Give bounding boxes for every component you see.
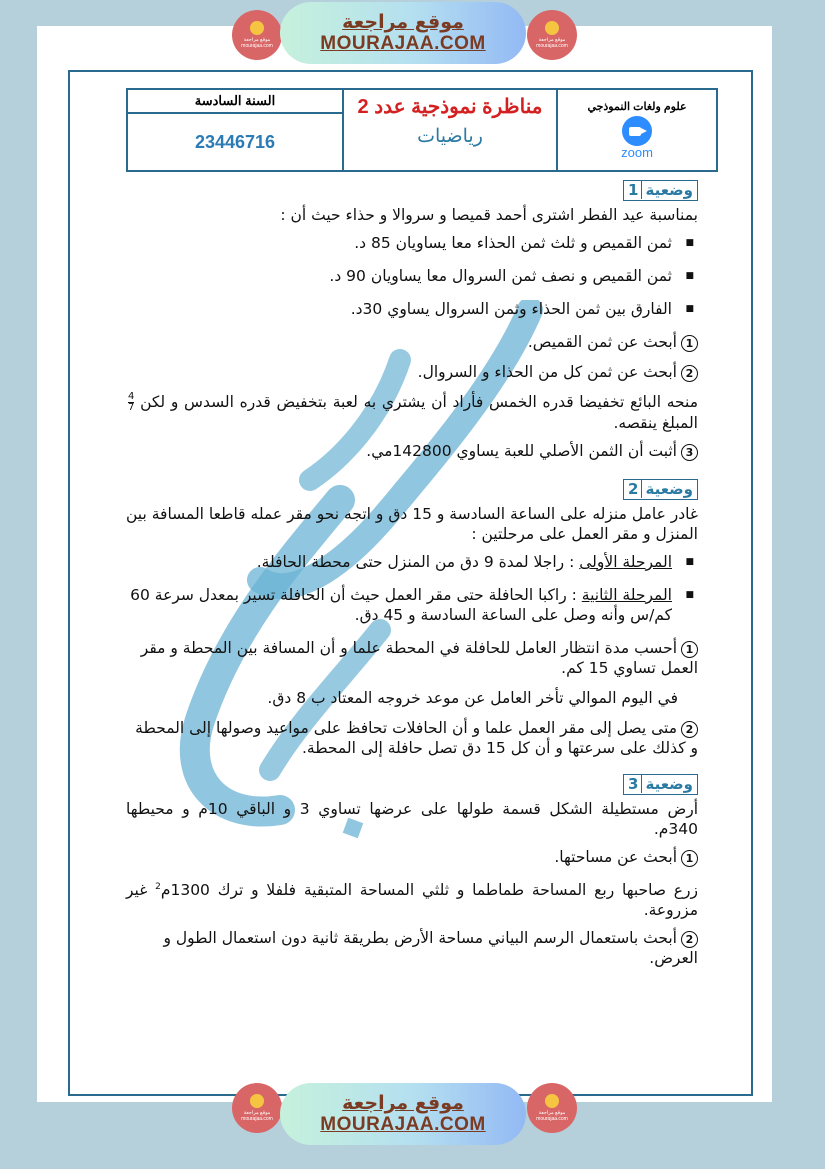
s3-planting-paragraph: زرع صاحبها ربع المساحة طماطما و ثلثي المساحة المتبقية فلفلا و ترك 1300م$^2$ غير مزروعة. bbox=[126, 881, 698, 920]
situation-2-label: وضعية2 bbox=[623, 479, 698, 500]
site-banner-bottom[interactable] bbox=[280, 1083, 526, 1145]
site-banner-top[interactable] bbox=[280, 2, 526, 64]
list-item: ■ الفارق بين ثمن الحذاء وثمن السروال يساوي 30د. bbox=[126, 299, 672, 319]
exam-content bbox=[126, 180, 698, 978]
s2-intro: غادر عامل منزله على الساعة السادسة و 15 دق و اتجه نحو مقر عمله قاطعا المسافة بين المنزل و مقر العمل على مرحلتين : bbox=[126, 505, 699, 543]
situation-3-label: وضعية3 bbox=[623, 774, 698, 795]
s2-note: في اليوم الموالي تأخر العامل عن موعد خروجه المعتاد ب 8 دق. bbox=[267, 689, 678, 707]
list-item: ■ المرحلة الثانية : راكبا الحافلة حتى مقر العمل حيث أن الحافلة تسير بمعدل سرعة 60 كم/س وأنه وصل على الساعة السادسة و 45 دق. bbox=[126, 585, 672, 625]
number-circle-icon: 1 bbox=[681, 335, 698, 352]
site-badge-icon: موقع مراجعة mourajaa.com bbox=[527, 10, 577, 60]
s1-discount-paragraph: منحه البائع تخفيضا قدره الخمس فأراد أن يشتري به لعبة بتخفيض قدره السدس و لكن $\frac{4}{7}$ المبلغ ينقصه. bbox=[128, 391, 698, 432]
situation-1-label: وضعية1 bbox=[623, 180, 698, 201]
number-circle-icon: 1 bbox=[681, 641, 698, 658]
list-item: ■ المرحلة الأولى : راجلا لمدة 9 دق من المنزل حتى محطة الحافلة. bbox=[126, 552, 672, 572]
s3-intro: أرض مستطيلة الشكل قسمة طولها على عرضها تساوي 3 و الباقي 10م و محيطها 340م. bbox=[126, 800, 699, 838]
list-item: ■ ثمن القميص و نصف ثمن السروال معا يساويان 90 د. bbox=[126, 266, 672, 286]
header-title-cell bbox=[344, 90, 558, 170]
phone-number: 23446716 bbox=[194, 131, 276, 152]
s1-question-1: 1أبحث عن ثمن القميص. bbox=[126, 332, 698, 352]
banner-arabic: موقع مراجعة bbox=[342, 1092, 464, 1114]
s1-conditions-list bbox=[126, 233, 698, 319]
banner-latin: MOURAJAA.COM bbox=[320, 33, 486, 54]
number-circle-icon: 3 bbox=[681, 444, 698, 461]
list-item: ■ ثمن القميص و ثلث ثمن الحذاء معا يساويان 85 د. bbox=[126, 233, 672, 253]
number-circle-icon: 2 bbox=[681, 365, 698, 382]
number-circle-icon: 1 bbox=[681, 850, 698, 867]
grade-level: السنة السادسة bbox=[128, 90, 342, 114]
number-circle-icon: 2 bbox=[681, 931, 698, 948]
site-badge-icon: موقع مراجعة mourajaa.com bbox=[232, 1083, 282, 1133]
school-name: علوم ولغات النموذجي bbox=[587, 101, 687, 113]
subject-title: رياضيات bbox=[417, 126, 483, 147]
header-left-cell bbox=[128, 90, 344, 170]
number-circle-icon: 2 bbox=[681, 721, 698, 738]
header-school-cell bbox=[558, 90, 716, 170]
site-badge-icon: موقع مراجعة mourajaa.com bbox=[232, 10, 282, 60]
exam-header bbox=[126, 88, 718, 172]
s2-question-1: 1أحسب مدة انتظار العامل للحافلة في المحطة علما و أن المسافة بين المحطة و مقر العمل تساوي 15 كم. bbox=[140, 639, 698, 677]
fraction: $\frac{4}{7}$ bbox=[128, 391, 135, 413]
s2-question-2: 2متى يصل إلى مقر العمل علما و أن الحافلات تحافظ على مواعيد وصولها إلى المحطة و كذلك على سرعتها و أن كل 15 دق تصل حافلة إلى المحطة. bbox=[135, 719, 698, 757]
site-badge-icon: موقع مراجعة mourajaa.com bbox=[527, 1083, 577, 1133]
s1-intro: بمناسبة عيد الفطر اشترى أحمد قميصا و سروالا و حذاء حيث أن : bbox=[280, 206, 698, 224]
s3-question-1: 1أبحث عن مساحتها. bbox=[126, 847, 698, 867]
banner-arabic: موقع مراجعة bbox=[342, 11, 464, 33]
banner-latin: MOURAJAA.COM bbox=[320, 1114, 486, 1135]
s1-question-2: 2أبحث عن ثمن كل من الحذاء و السروال. bbox=[126, 362, 698, 382]
s3-question-2: 2أبحث باستعمال الرسم البياني مساحة الأرض بطريقة ثانية دون استعمال الطول و العرض. bbox=[163, 929, 698, 968]
zoom-logo-icon: zoom bbox=[558, 116, 716, 159]
s1-question-3: 3أثبت أن الثمن الأصلي للعبة يساوي 142800مي. bbox=[126, 441, 698, 461]
exam-title: مناظرة نموذجية عدد 2 bbox=[357, 96, 543, 118]
s2-stages-list bbox=[126, 552, 698, 625]
